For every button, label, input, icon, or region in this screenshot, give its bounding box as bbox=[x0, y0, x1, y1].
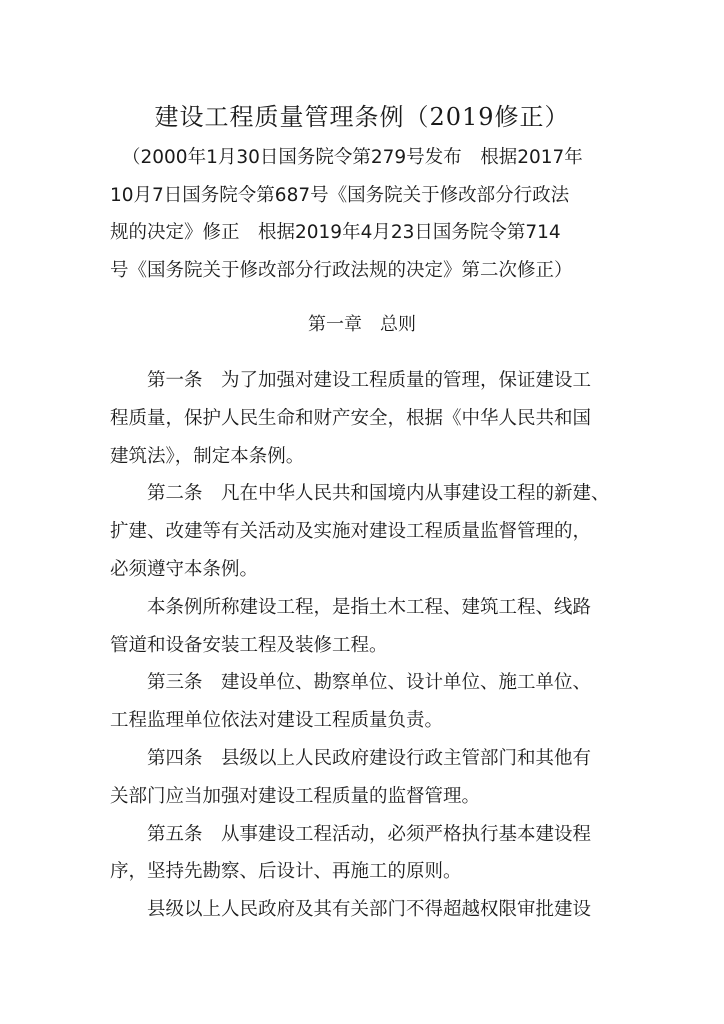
paragraph-line: 扩建、改建等有关活动及实施对建设工程质量监督管理的， bbox=[110, 521, 592, 543]
document-title: 建设工程质量管理条例（2019修正） bbox=[154, 103, 570, 131]
promulgation-line: 号《国务院关于修改部分行政法规的决定》第二次修正） bbox=[110, 259, 573, 281]
paragraph-line: 县级以上人民政府及其有关部门不得超越权限审批建设 bbox=[147, 899, 592, 921]
paragraph-line: 必须遵守本条例。 bbox=[110, 558, 259, 580]
paragraph-line: 工程监理单位依法对建设工程质量负责。 bbox=[110, 710, 444, 732]
paragraph-line: 程质量，保护人民生命和财产安全，根据《中华人民共和国 bbox=[110, 407, 592, 429]
article-paragraph bbox=[110, 891, 610, 929]
article-paragraph bbox=[110, 740, 610, 816]
article-paragraph bbox=[110, 664, 610, 740]
document-body bbox=[110, 362, 610, 929]
paragraph-line: 第一条 为了加强对建设工程质量的管理，保证建设工 bbox=[147, 370, 592, 391]
paragraph-line: 第二条 凡在中华人民共和国境内从事建设工程的新建、 bbox=[147, 483, 610, 505]
promulgation-note bbox=[110, 139, 618, 289]
article-paragraph bbox=[110, 362, 610, 475]
chapter-heading: 第一章 总则 bbox=[308, 314, 416, 335]
article-paragraph bbox=[110, 816, 610, 892]
article-paragraph bbox=[110, 475, 610, 588]
article-paragraph bbox=[110, 589, 610, 665]
paragraph-line: 序，坚持先勘察、后设计、再施工的原则。 bbox=[110, 861, 462, 883]
paragraph-line: 建筑法》，制定本条例。 bbox=[110, 445, 305, 467]
paragraph-line: 第五条 从事建设工程活动，必须严格执行基本建设程 bbox=[147, 823, 592, 845]
paragraph-line: 关部门应当加强对建设工程质量的监督管理。 bbox=[110, 785, 481, 807]
paragraph-line: 管道和设备安装工程及装修工程。 bbox=[110, 634, 388, 656]
promulgation-line: （2000年1月30日国务院令第279号发布 根据2017年 bbox=[122, 147, 583, 168]
paragraph-line: 第四条 县级以上人民政府建设行政主管部门和其他有 bbox=[147, 747, 592, 769]
paragraph-line: 第三条 建设单位、勘察单位、设计单位、施工单位、 bbox=[147, 672, 592, 694]
promulgation-line: 规的决定》修正 根据2019年4月23日国务院令第714 bbox=[110, 222, 561, 243]
paragraph-line: 本条例所称建设工程，是指土木工程、建筑工程、线路 bbox=[147, 596, 592, 618]
promulgation-line: 10月7日国务院令第687号《国务院关于修改部分行政法 bbox=[110, 184, 570, 206]
